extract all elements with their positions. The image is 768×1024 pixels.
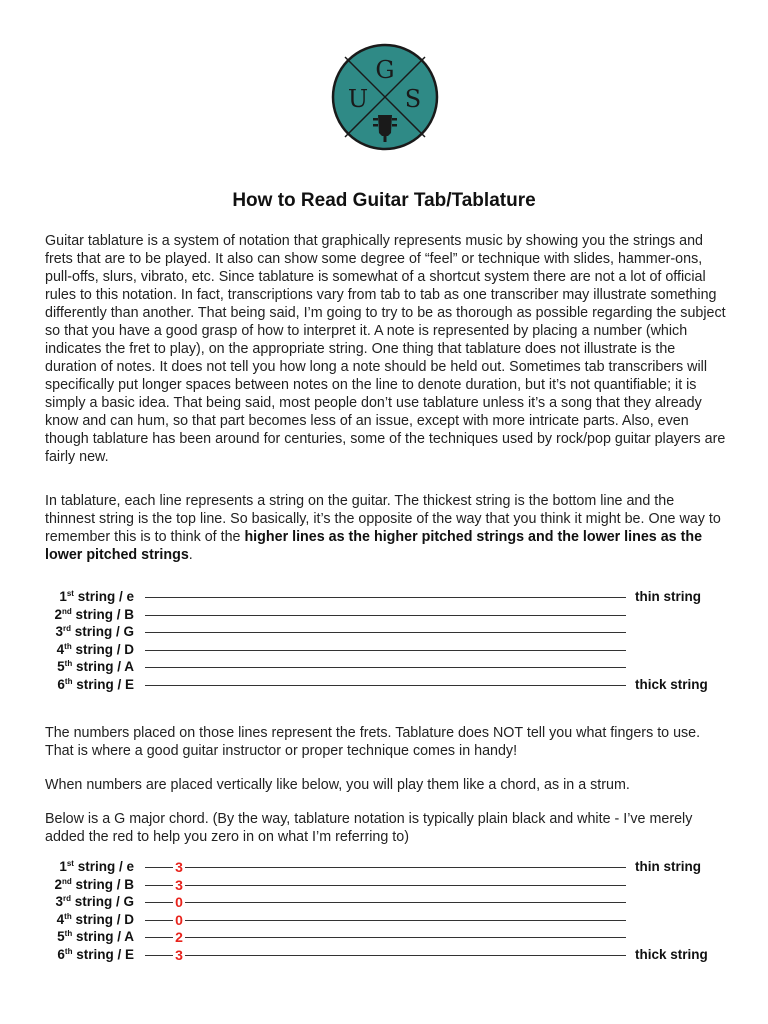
string-line bbox=[185, 920, 626, 921]
string-line bbox=[185, 955, 626, 956]
thick-string-label: thick string bbox=[635, 947, 708, 962]
chord-paragraph: When numbers are placed vertically like below, you will play them like a chord, as in a strum. bbox=[45, 777, 630, 793]
string-line bbox=[145, 902, 173, 903]
strings-paragraph-bold: higher lines as the higher pitched strings and the lower lines as the lower pitched strings bbox=[45, 529, 703, 563]
string-line bbox=[145, 885, 173, 886]
string-line bbox=[185, 867, 626, 868]
string-line bbox=[145, 955, 173, 956]
logo-letter-left: U bbox=[347, 85, 369, 113]
string-line bbox=[145, 650, 626, 651]
chord-row-1 bbox=[0, 858, 768, 876]
string-row-5 bbox=[0, 658, 768, 676]
string-row-1 bbox=[0, 588, 768, 606]
chord-row-3 bbox=[0, 893, 768, 911]
logo-letter-right: S bbox=[404, 85, 422, 113]
fret-number: 2 bbox=[175, 929, 183, 946]
chord-row-2 bbox=[0, 876, 768, 894]
string-label: 2nd string / B bbox=[54, 876, 134, 892]
string-label: 2nd string / B bbox=[54, 606, 134, 622]
string-label: 3rd string / G bbox=[55, 894, 134, 910]
fret-number: 0 bbox=[175, 894, 183, 911]
string-label: 4th string / D bbox=[56, 911, 134, 927]
string-line bbox=[185, 885, 626, 886]
guitar-logo bbox=[331, 43, 439, 151]
string-row-3 bbox=[0, 623, 768, 641]
string-line bbox=[145, 685, 626, 686]
string-line bbox=[185, 937, 626, 938]
frets-paragraph: The numbers placed on those lines represent the frets. Tablature does NOT tell you what fingers to use. That is where a good guitar instructor or proper technique comes in handy! bbox=[45, 725, 701, 759]
string-label: 5th string / A bbox=[57, 929, 134, 945]
string-label: 3rd string / G bbox=[55, 624, 134, 640]
thin-string-label: thin string bbox=[635, 589, 701, 604]
logo-letter-top: G bbox=[375, 56, 395, 84]
string-line bbox=[145, 667, 626, 668]
page-title: How to Read Guitar Tab/Tablature bbox=[232, 190, 536, 211]
chord-row-6 bbox=[0, 946, 768, 964]
strings-paragraph-text: In tablature, each line represents a string on the guitar. The thickest string is the bottom line and the thinnest string is the top line. So basically, it’s the opposite of the way that you think it might be. One way to remember this is to think of the bbox=[45, 493, 721, 545]
string-line bbox=[145, 597, 626, 598]
chord-row-4 bbox=[0, 911, 768, 929]
string-label: 6th string / E bbox=[57, 677, 134, 692]
fret-number: 3 bbox=[175, 859, 183, 875]
fret-number: 3 bbox=[175, 947, 183, 963]
string-line bbox=[185, 902, 626, 903]
string-line bbox=[145, 632, 626, 633]
string-row-4 bbox=[0, 641, 768, 659]
thick-string-label: thick string bbox=[635, 677, 708, 692]
thin-string-label: thin string bbox=[635, 859, 701, 874]
string-line bbox=[145, 867, 173, 868]
string-label: 1st string / e bbox=[59, 859, 134, 874]
string-row-2 bbox=[0, 606, 768, 624]
string-line bbox=[145, 920, 173, 921]
fret-number: 0 bbox=[175, 911, 183, 928]
strings-paragraph bbox=[45, 492, 727, 564]
string-label: 4th string / D bbox=[56, 641, 134, 657]
g-major-paragraph: Below is a G major chord. (By the way, tablature notation is typically plain black and white - I’ve merely added the red to help you zero in on what I’m referring to) bbox=[45, 811, 693, 845]
string-label: 6th string / E bbox=[57, 947, 134, 962]
chord-row-5 bbox=[0, 928, 768, 946]
fret-number: 3 bbox=[175, 876, 183, 893]
string-line bbox=[145, 937, 173, 938]
string-row-6 bbox=[0, 676, 768, 694]
strings-paragraph-end: . bbox=[188, 547, 193, 563]
string-label: 1st string / e bbox=[59, 589, 134, 604]
intro-paragraph: Guitar tablature is a system of notation that graphically represents music by showing you the strings and frets that are to be played. It also can show some degree of “feel” or technique with slides, hammer-ons, pull-offs, slurs, vibrato, etc. Since tablature is somewhat of a shortcut system there are not a lot of official rules to this notation. In fact, transcriptions vary from tab to tab as one transcriber may illustrate something differently than another. That being said, I’m going to try to be as thorough as possible regarding the subject so that you have a good grasp of how to interpret it. A note is represented by placing a number (which indicates the fret to play), on the appropriate string. One thing that tablature does not illustrate is the duration of notes. It does not tell you how long a note should be held out. Sometimes tab transcribers will specifically put longer spaces between notes on the line to denote duration, but it’s not quantifiable; it is simply a basic idea. That being said, most people don’t use tablature unless it’s a song that they already know and can hum, so that part becomes less of an issue, except with more intricate parts. Also, even though tablature has been around for centuries, some of the techniques used by rock/pop guitar players are fairly new. bbox=[45, 233, 726, 465]
string-line bbox=[145, 615, 626, 616]
string-label: 5th string / A bbox=[57, 659, 134, 675]
